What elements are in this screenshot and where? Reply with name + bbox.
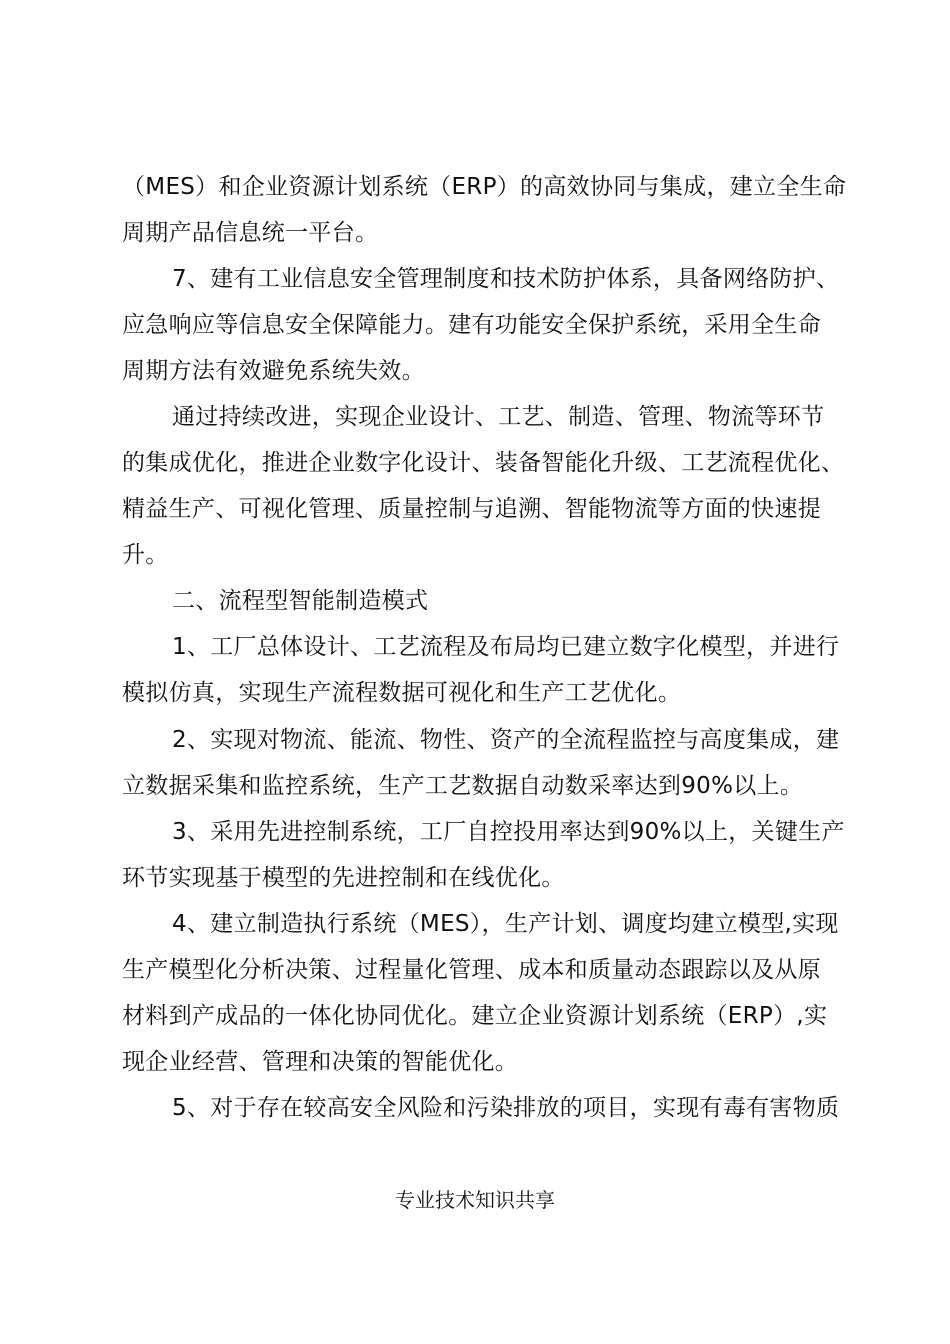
text-line-19: 材料到产成品的一体化协同优化。建立企业资源计划系统（ERP）,实	[122, 1003, 828, 1029]
text-line-21: 5、对于存在较高安全风险和污染排放的项目，实现有毒有害物质	[172, 1095, 840, 1121]
text-line-14: 立数据采集和监控系统，生产工艺数据自动数采率达到90%以上。	[122, 773, 804, 799]
text-line-12: 模拟仿真，实现生产流程数据可视化和生产工艺优化。	[122, 680, 682, 706]
text-line-11: 1、工厂总体设计、工艺流程及布局均已建立数字化模型，并进行	[172, 634, 840, 660]
text-line-8: 精益生产、可视化管理、质量控制与追溯、智能物流等方面的快速提	[122, 496, 821, 522]
text-line-2: 周期产品信息统一平台。	[122, 220, 379, 246]
text-line-4: 应急响应等信息安全保障能力。建有功能安全保护系统，采用全生命	[122, 312, 821, 338]
text-line-13: 2、实现对物流、能流、物性、资产的全流程监控与高度集成，建	[172, 727, 840, 753]
text-line-18: 生产模型化分析决策、过程量化管理、成本和质量动态跟踪以及从原	[122, 957, 821, 983]
text-line-5: 周期方法有效避免系统失效。	[122, 358, 425, 384]
text-line-17: 4、建立制造执行系统（MES），生产计划、调度均建立模型,实现	[172, 911, 839, 937]
text-line-7: 的集成优化，推进企业数字化设计、装备智能化升级、工艺流程优化、	[122, 450, 845, 476]
text-line-1: （MES）和企业资源计划系统（ERP）的高效协同与集成，建立全生命	[122, 174, 847, 200]
text-line-20: 现企业经营、管理和决策的智能优化。	[122, 1049, 519, 1075]
page-footer: 专业技术知识共享	[395, 1188, 555, 1212]
text-line-3: 7、建有工业信息安全管理制度和技术防护体系，具备网络防护、	[172, 266, 840, 292]
text-line-16: 环节实现基于模型的先进控制和在线优化。	[122, 865, 565, 891]
section-heading: 二、流程型智能制造模式	[172, 588, 429, 614]
text-line-15: 3、采用先进控制系统，工厂自控投用率达到90%以上，关键生产	[172, 819, 845, 845]
text-line-9: 升。	[122, 542, 169, 568]
text-line-6: 通过持续改进，实现企业设计、工艺、制造、管理、物流等环节	[172, 404, 825, 430]
